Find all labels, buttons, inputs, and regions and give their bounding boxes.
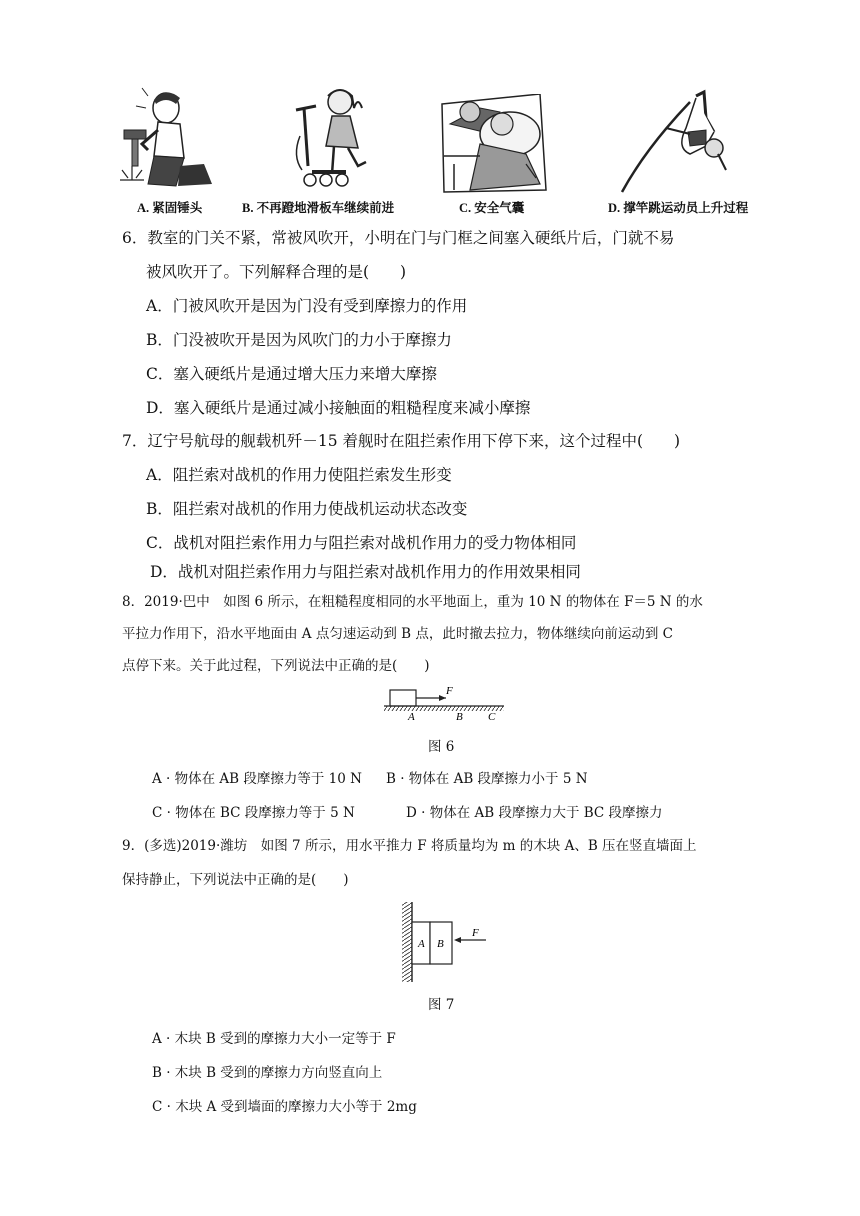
- question-7-option-d: D．战机对阻拦索作用力与阻拦索对战机作用力的作用效果相同: [150, 563, 581, 581]
- question-8-option-d: D · 物体在 AB 段摩擦力大于 BC 段摩擦力: [406, 805, 663, 821]
- picture-caption-b: B. 不再蹬地滑板车继续前进: [242, 201, 395, 215]
- question-7-option-c: C．战机对阻拦索作用力与阻拦索对战机作用力的受力物体相同: [146, 534, 577, 552]
- question-9-line1: 9．(多选)2019·潍坊 如图 7 所示，用水平推力 F 将质量均为 m 的木块 A、B 压在竖直墙面上: [122, 838, 697, 854]
- question-8-option-a: A · 物体在 AB 段摩擦力等于 10 N: [152, 771, 362, 787]
- question-7-option-a: A．阻拦索对战机的作用力使阻拦索发生形变: [146, 466, 452, 484]
- label-a: A: [418, 938, 425, 950]
- picture-pole-vault: [606, 88, 746, 194]
- label-f: F: [446, 685, 453, 697]
- picture-caption-c: C. 安全气囊: [459, 201, 525, 215]
- question-6-stem-line2: 被风吹开了。下列解释合理的是( ): [146, 263, 407, 281]
- label-a: A: [408, 711, 415, 723]
- label-b: B: [437, 938, 444, 950]
- label-c: C: [488, 711, 496, 723]
- question-7-option-b: B．阻拦索对战机的作用力使战机运动状态改变: [146, 500, 468, 518]
- question-6-option-d: D．塞入硬纸片是通过减小接触面的粗糙程度来减小摩擦: [146, 399, 531, 417]
- question-6-option-a: A．门被风吹开是因为门没有受到摩擦力的作用: [146, 297, 468, 315]
- question-9-line2: 保持静止，下列说法中正确的是( ): [122, 872, 349, 888]
- question-7-stem: 7．辽宁号航母的舰载机歼－15 着舰时在阻拦索作用下停下来，这个过程中( ): [122, 432, 681, 450]
- arrow-head: [439, 695, 446, 701]
- picture-caption-a: A. 紧固锤头: [137, 201, 203, 215]
- question-8-option-c: C · 物体在 BC 段摩擦力等于 5 N: [152, 805, 355, 821]
- arrow-head: [454, 937, 461, 943]
- question-6-option-b: B．门没被吹开是因为风吹门的力小于摩擦力: [146, 331, 452, 349]
- question-8-line2: 平拉力作用下，沿水平地面由 A 点匀速运动到 B 点，此时撤去拉力，物体继续向前运动到 C: [122, 626, 673, 642]
- figure-6-caption: 图 6: [428, 739, 455, 755]
- question-8-line3: 点停下来。关于此过程，下列说法中正确的是( ): [122, 658, 430, 674]
- picture-scooter: [282, 86, 382, 194]
- figure-6-diagram: [382, 684, 506, 724]
- block: [390, 690, 416, 706]
- picture-caption-d: D. 撑竿跳运动员上升过程: [608, 201, 749, 215]
- question-6-stem-line1: 6．教室的门关不紧，常被风吹开，小明在门与门框之间塞入硬纸片后，门就不易: [122, 229, 675, 247]
- question-6-option-c: C．塞入硬纸片是通过增大压力来增大摩擦: [146, 365, 437, 383]
- picture-airbag: [440, 94, 550, 194]
- picture-hammer: [118, 86, 228, 194]
- figure-7-diagram: [398, 900, 494, 984]
- question-8-option-b: B · 物体在 AB 段摩擦力小于 5 N: [386, 771, 588, 787]
- question-9-option-a: A · 木块 B 受到的摩擦力大小一定等于 F: [152, 1031, 396, 1047]
- question-9-option-b: B · 木块 B 受到的摩擦力方向竖直向上: [152, 1065, 383, 1081]
- label-f: F: [472, 927, 479, 939]
- figure-7-caption: 图 7: [428, 997, 455, 1013]
- question-9-option-c: C · 木块 A 受到墙面的摩擦力大小等于 2mg: [152, 1099, 417, 1115]
- label-b: B: [456, 711, 463, 723]
- question-8-line1: 8．2019·巴中 如图 6 所示，在粗糙程度相同的水平地面上，重为 10 N 的物体在 F＝5 N 的水: [122, 594, 703, 610]
